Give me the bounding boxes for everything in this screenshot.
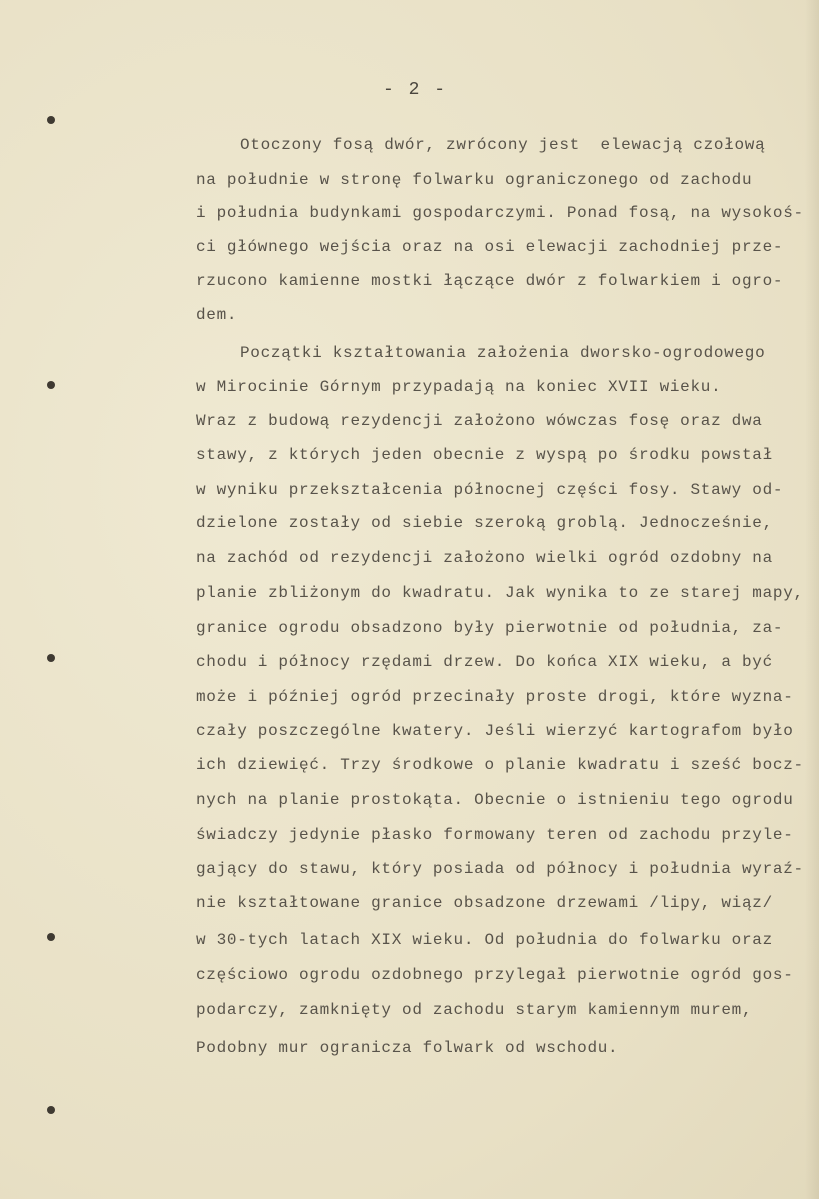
text-line: podarczy, zamknięty od zachodu starym kamiennym murem,	[196, 1001, 753, 1019]
text-line: rzucono kamienne mostki łączące dwór z folwarkiem i ogro-	[196, 272, 784, 290]
text-line: granice ogrodu obsadzono były pierwotnie od południa, za-	[196, 619, 784, 637]
text-line: gający do stawu, który posiada od północy i południa wyraź-	[196, 860, 804, 878]
text-line: chodu i północy rzędami drzew. Do końca XIX wieku, a być	[196, 653, 773, 671]
page-edge-shadow	[805, 0, 819, 1199]
punch-hole-icon	[47, 381, 55, 389]
text-line: częściowo ogrodu ozdobnego przylegał pierwotnie ogród gos-	[196, 966, 794, 984]
text-line: dzielone zostały od siebie szeroką groblą. Jednocześnie,	[196, 514, 773, 532]
text-line: świadczy jedynie płasko formowany teren od zachodu przyle-	[196, 826, 794, 844]
punch-hole-icon	[47, 116, 55, 124]
text-line: nie kształtowane granice obsadzone drzewami /lipy, wiąz/	[196, 894, 773, 912]
text-line: Otoczony fosą dwór, zwrócony jest elewacją czołową	[240, 136, 766, 154]
text-line: nych na planie prostokąta. Obecnie o istnieniu tego ogrodu	[196, 791, 794, 809]
text-line: czały poszczególne kwatery. Jeśli wierzyć kartografom było	[196, 722, 794, 740]
text-line: ich dziewięć. Trzy środkowe o planie kwadratu i sześć bocz-	[196, 756, 804, 774]
punch-hole-icon	[47, 654, 55, 662]
punch-hole-icon	[47, 1106, 55, 1114]
text-line: na południe w stronę folwarku ograniczonego od zachodu	[196, 171, 753, 189]
text-line: Wraz z budową rezydencji założono wówczas fosę oraz dwa	[196, 412, 763, 430]
text-line: Podobny mur ogranicza folwark od wschodu.	[196, 1039, 619, 1057]
text-line: ci głównego wejścia oraz na osi elewacji zachodniej prze-	[196, 238, 784, 256]
text-line: może i później ogród przecinały proste drogi, które wyzna-	[196, 688, 794, 706]
punch-hole-icon	[47, 933, 55, 941]
text-line: na zachód od rezydencji założono wielki ogród ozdobny na	[196, 549, 773, 567]
text-line: stawy, z których jeden obecnie z wyspą po środku powstał	[196, 446, 773, 464]
text-line: w 30-tych latach XIX wieku. Od południa do folwarku oraz	[196, 931, 773, 949]
text-line: i południa budynkami gospodarczymi. Ponad fosą, na wysokoś-	[196, 204, 804, 222]
page-number: - 2 -	[383, 80, 448, 100]
text-line: w wyniku przekształcenia północnej części fosy. Stawy od-	[196, 481, 784, 499]
text-line: w Mirocinie Górnym przypadają na koniec XVII wieku.	[196, 378, 722, 396]
text-line: planie zbliżonym do kwadratu. Jak wynika to ze starej mapy,	[196, 584, 804, 602]
text-line: dem.	[196, 306, 238, 324]
text-line: Początki kształtowania założenia dworsko-ogrodowego	[240, 344, 766, 362]
